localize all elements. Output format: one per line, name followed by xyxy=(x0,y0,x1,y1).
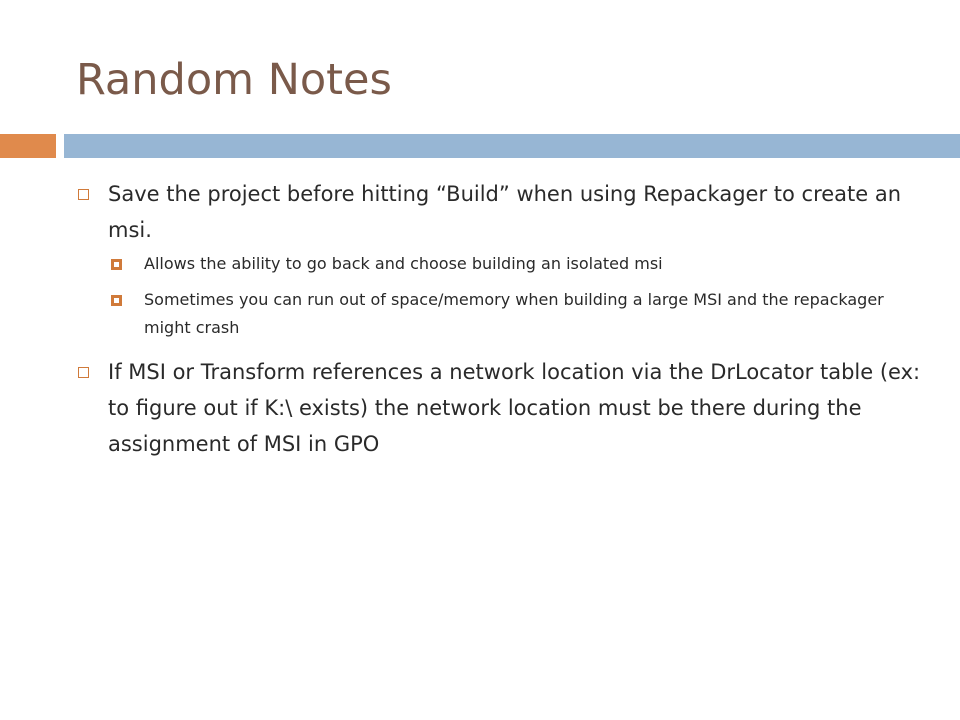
sub-bullet-item xyxy=(78,286,928,342)
title-accent-bar-blue xyxy=(64,134,960,158)
bullet-text: If MSI or Transform references a network location via the DrLocator table (ex: to figure out if K:\ exists) the network location must be there during the assignment of MSI in GPO xyxy=(108,360,921,456)
bullet-item xyxy=(78,354,928,462)
hollow-square-bullet-icon xyxy=(78,189,89,200)
slide-title: Random Notes xyxy=(76,55,392,105)
filled-square-bullet-icon xyxy=(111,259,122,270)
hollow-square-bullet-icon xyxy=(78,367,89,378)
sub-bullet-text: Sometimes you can run out of space/memory when building a large MSI and the repackager might crash xyxy=(144,290,884,337)
sub-bullet-item xyxy=(78,250,928,278)
bullet-item xyxy=(78,176,928,248)
filled-square-bullet-icon xyxy=(111,295,122,306)
slide-body xyxy=(78,176,928,464)
bullet-text: Save the project before hitting “Build” when using Repackager to create an msi. xyxy=(108,182,902,242)
sub-bullet-text: Allows the ability to go back and choose building an isolated msi xyxy=(144,254,663,273)
title-accent-bar-orange xyxy=(0,134,56,158)
